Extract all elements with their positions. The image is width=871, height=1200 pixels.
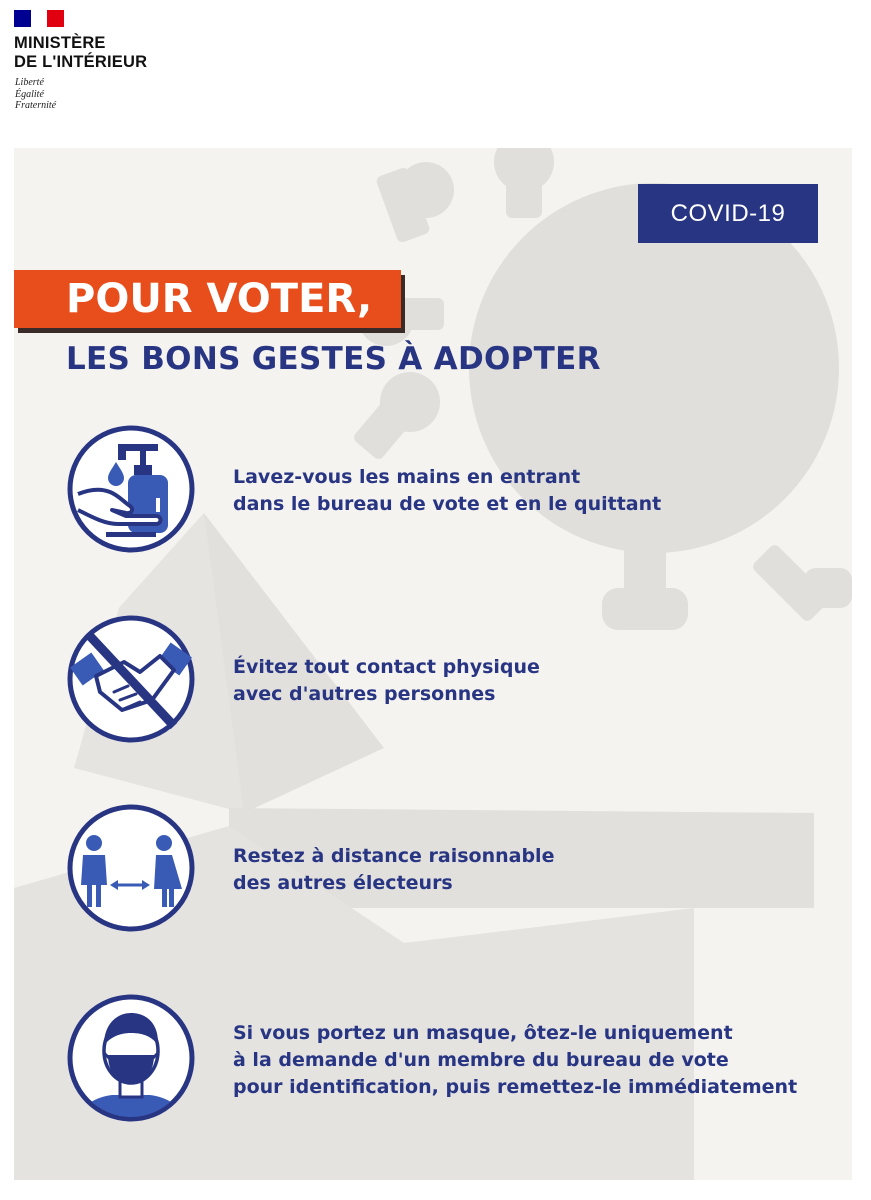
step-text-line: pour identification, puis remettez-le immédiatement xyxy=(233,1076,798,1098)
step-text-line: Évitez tout contact physique xyxy=(233,656,540,678)
republic-motto xyxy=(15,77,56,112)
title-band xyxy=(14,270,401,328)
step-text-line: Si vous portez un masque, ôtez-le uniquement xyxy=(233,1022,733,1044)
step-keep-distance-text xyxy=(233,843,554,897)
step-text-line: des autres électeurs xyxy=(233,872,453,894)
covid-voting-poster xyxy=(14,148,852,1180)
social-distance-icon xyxy=(66,803,196,933)
ministry-logo xyxy=(14,10,214,120)
no-handshake-icon xyxy=(66,614,196,744)
hand-sanitizer-icon xyxy=(66,424,196,554)
motto-fraternite: Fraternité xyxy=(15,100,57,111)
poster-title: POUR VOTER, xyxy=(66,276,373,322)
step-text-line: dans le bureau de vote et en le quittant xyxy=(233,493,662,515)
ministry-name-line2: DE L'INTÉRIEUR xyxy=(14,53,148,71)
step-wash-hands-text xyxy=(233,464,661,518)
step-text-line: Restez à distance raisonnable xyxy=(233,845,555,867)
step-text-line: Lavez-vous les mains en entrant xyxy=(233,466,581,488)
step-text-line: à la demande d'un membre du bureau de vote xyxy=(233,1049,729,1071)
motto-liberte: Liberté xyxy=(15,77,44,88)
poster-subtitle: LES BONS GESTES À ADOPTER xyxy=(66,341,601,377)
ministry-name-line1: MINISTÈRE xyxy=(14,34,106,52)
face-mask-icon xyxy=(66,993,196,1123)
french-flag-icon xyxy=(14,10,64,27)
covid-badge: COVID-19 xyxy=(638,184,818,243)
step-text-line: avec d'autres personnes xyxy=(233,683,496,705)
step-no-contact-text xyxy=(233,654,540,708)
step-face-mask-text xyxy=(233,1020,797,1101)
motto-egalite: Égalité xyxy=(15,88,44,100)
ministry-name xyxy=(14,34,147,72)
